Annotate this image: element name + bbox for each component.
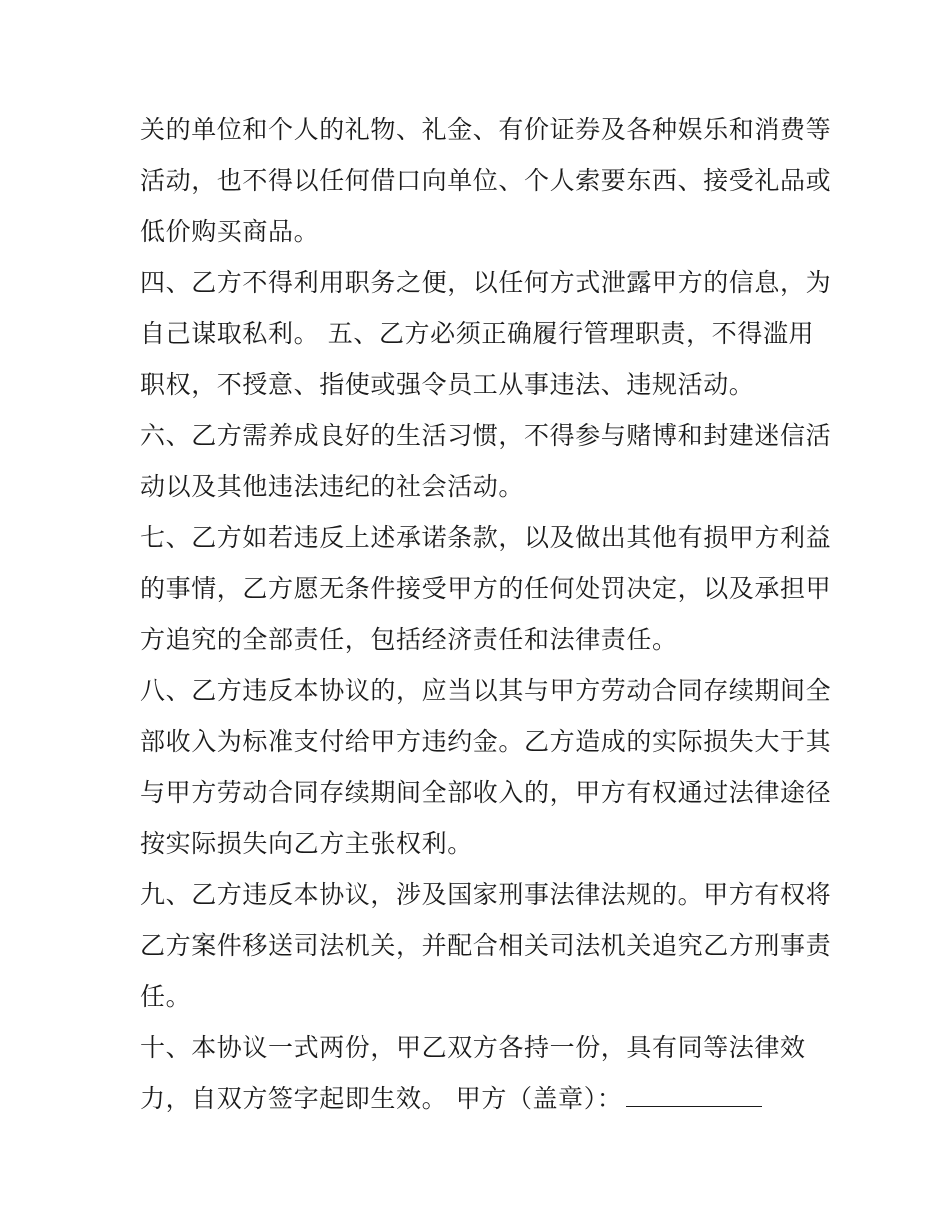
text-line: 按实际损失向乙方主张权利。	[140, 829, 473, 858]
text-line: 与甲方劳动合同存续期间全部收入的，甲方有权通过法律途径	[140, 778, 832, 807]
party-a-seal-blank	[626, 1073, 762, 1107]
text-line: 九、乙方违反本协议，涉及国家刑事法律法规的。甲方有权将	[140, 880, 832, 909]
text-line: 六、乙方需养成良好的生活习惯，不得参与赌博和封建迷信活	[140, 421, 832, 450]
signature-line	[140, 1073, 820, 1124]
document-body	[140, 104, 832, 1124]
text-line: 乙方案件移送司法机关，并配合相关司法机关追究乙方刑事责	[140, 931, 832, 960]
text-line: 部收入为标准支付给甲方违约金。乙方造成的实际损失大于其	[140, 727, 832, 756]
signature-line-text: 力，自双方签字起即生效。 甲方（盖章）：	[140, 1084, 623, 1113]
text-line: 动以及其他违法违纪的社会活动。	[140, 472, 525, 501]
text-line: 自己谋取私利。 五、乙方必须正确履行管理职责，不得滥用	[140, 319, 815, 348]
text-line: 十、本协议一式两份，甲乙双方各持一份，具有同等法律效	[140, 1033, 806, 1062]
text-line: 方追究的全部责任，包括经济责任和法律责任。	[140, 625, 678, 654]
text-line: 四、乙方不得利用职务之便，以任何方式泄露甲方的信息，为	[140, 268, 832, 297]
text-line: 任。	[140, 982, 192, 1011]
text-line: 七、乙方如若违反上述承诺条款，以及做出其他有损甲方利益	[140, 523, 832, 552]
text-line: 职权，不授意、指使或强令员工从事违法、违规活动。	[140, 370, 755, 399]
text-line: 低价购买商品。	[140, 217, 320, 246]
text-line: 八、乙方违反本协议的，应当以其与甲方劳动合同存续期间全	[140, 676, 832, 705]
text-line: 关的单位和个人的礼物、礼金、有价证券及各种娱乐和消费等	[140, 115, 832, 144]
text-line: 的事情，乙方愿无条件接受甲方的任何处罚决定，以及承担甲	[140, 574, 832, 603]
text-line: 活动，也不得以任何借口向单位、个人索要东西、接受礼品或	[140, 166, 832, 195]
